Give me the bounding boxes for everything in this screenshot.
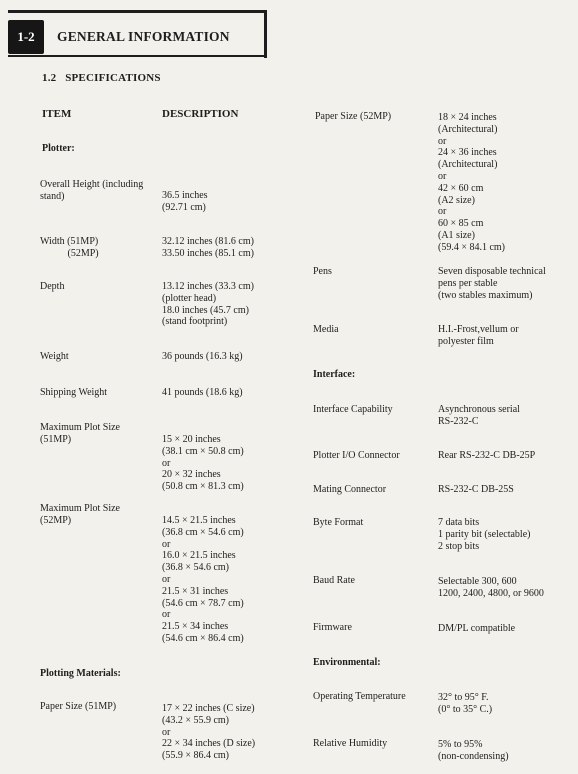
max-plot-52mp-label: Maximum Plot Size (52MP) [40,503,120,526]
plotting-materials-heading: Plotting Materials: [40,668,121,679]
relative-humidity-value: 5% to 95% (non-condensing) [438,739,509,762]
width-label: Width (51MP) (52MP) [40,236,99,259]
max-plot-51mp-label: Maximum Plot Size (51MP) [40,422,120,445]
header-rule-vertical [264,10,267,58]
plotter-heading: Plotter: [42,143,75,154]
shipping-weight-value: 41 pounds (18.6 kg) [162,387,243,398]
byte-format-label: Byte Format [313,517,364,528]
weight-label: Weight [40,351,69,362]
page-number-tab: 1-2 [8,20,44,54]
baud-rate-value: Selectable 300, 600 1200, 2400, 4800, or 9600 [438,576,544,599]
weight-value: 36 pounds (16.3 kg) [162,351,243,362]
mating-connector-value: RS-232-C DB-25S [438,484,514,495]
paper-size-51mp-label: Paper Size (51MP) [40,701,117,712]
relative-humidity-label: Relative Humidity [313,738,388,749]
paper-size-51mp-value: 17 × 22 inches (C size) (43.2 × 55.9 cm) or 22 × 34 inches (D size) (55.9 × 86.4 cm) [162,703,256,762]
paper-size-52mp-label: Paper Size (52MP) [315,111,392,122]
depth-value: 13.12 inches (33.3 cm) (plotter head) 18.0 inches (45.7 cm) (stand footprint) [162,281,254,328]
byte-format-value: 7 data bits 1 parity bit (selectable) 2 stop bits [438,517,531,552]
section-title: 1.2 SPECIFICATIONS [42,72,161,84]
max-plot-51mp-value: 15 × 20 inches (38.1 cm × 50.8 cm) or 20 × 32 inches (50.8 cm × 81.3 cm) [162,434,244,493]
width-value: 32.12 inches (81.6 cm) 33.50 inches (85.1 cm) [162,236,254,259]
overall-height-value: 36.5 inches (92.71 cm) [162,190,208,213]
firmware-label: Firmware [313,622,352,633]
interface-capability-value: Asynchronous serial RS-232-C [438,404,520,427]
chapter-title: GENERAL INFORMATION [57,29,230,44]
plotter-io-connector-value: Rear RS-232-C DB-25P [438,450,536,461]
plotter-io-connector-label: Plotter I/O Connector [313,450,400,461]
interface-capability-label: Interface Capability [313,404,393,415]
pens-label: Pens [313,266,332,277]
interface-heading: Interface: [313,369,356,380]
paper-size-52mp-value: 18 × 24 inches (Architectural) or 24 × 36 inches (Architectural) or 42 × 60 cm (A2 size) or 60 × 85 cm (A1 size) (59.4 × 84.1 cm) [438,112,506,253]
firmware-value: DM/PL compatible [438,623,516,634]
column-header-item: ITEM [42,108,72,120]
environmental-heading: Environmental: [313,657,381,668]
depth-label: Depth [40,281,65,292]
shipping-weight-label: Shipping Weight [40,387,108,398]
media-label: Media [313,324,339,335]
pens-value: Seven disposable technical pens per stable (two stables maximum) [438,266,546,301]
baud-rate-label: Baud Rate [313,575,355,586]
overall-height-label: Overall Height (including stand) [40,179,144,202]
header-rule-top [8,10,267,13]
mating-connector-label: Mating Connector [313,484,387,495]
operating-temperature-label: Operating Temperature [313,691,406,702]
header-rule-bottom [8,55,267,57]
operating-temperature-value: 32° to 95° F. (0° to 35° C.) [438,692,493,715]
max-plot-52mp-value: 14.5 × 21.5 inches (36.8 cm × 54.6 cm) or 16.0 × 21.5 inches (36.8 × 54.6 cm) or 21.5 × 31 inches (54.6 cm × 78.7 cm) or 21.5 × 34 inches (54.6 cm × 86.4 cm) [162,515,244,644]
media-value: H.I.-Frost,vellum or polyester film [438,324,519,347]
column-header-description: DESCRIPTION [162,108,239,120]
